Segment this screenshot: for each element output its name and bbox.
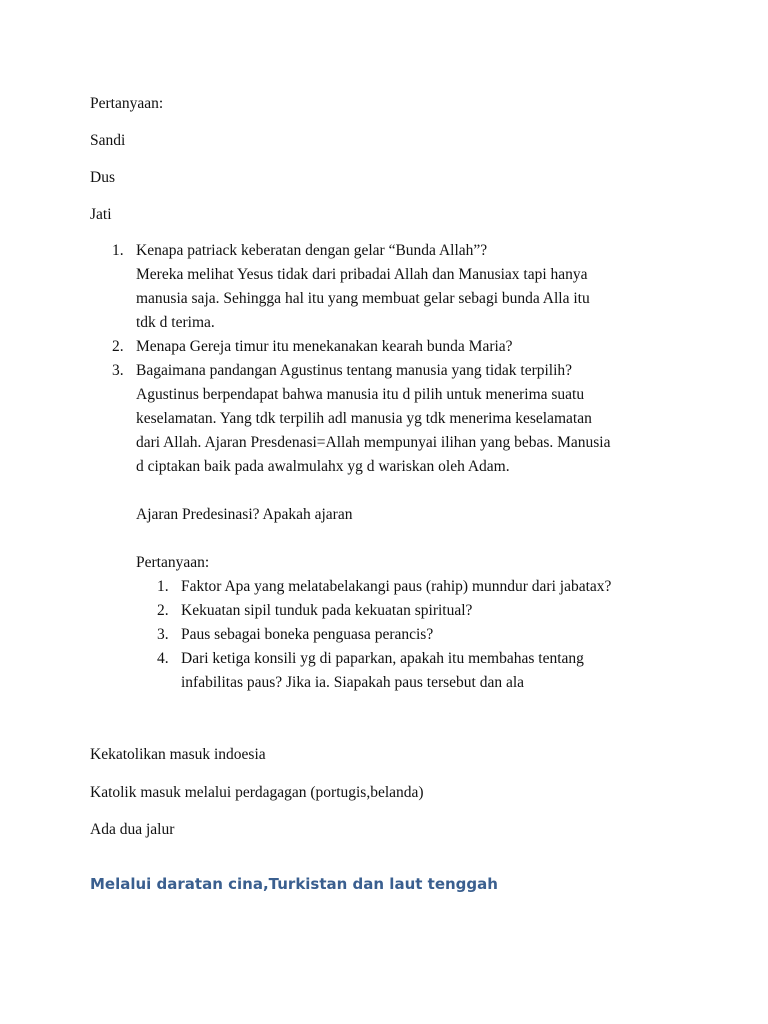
sub-item-number: 3. — [157, 626, 169, 643]
header-label: Pertanyaan: — [90, 95, 164, 112]
sub-item-number: 1. — [157, 578, 169, 595]
question-text: Kenapa patriack keberatan dengan gelar “Bunda Allah”? — [136, 242, 488, 259]
closing-line: Kekatolikan masuk indoesia — [90, 746, 266, 763]
question-text: Bagaimana pandangan Agustinus tentang manusia yang tidak terpilih? — [136, 362, 573, 379]
question-number: 2. — [112, 338, 124, 355]
name-sandi: Sandi — [90, 132, 126, 149]
sub-item-text: Faktor Apa yang melatabelakangi paus (rahip) munndur dari jabatax? — [181, 578, 612, 595]
sub-item-text: Dari ketiga konsili yg di paparkan, apakah itu membahas tentang — [181, 650, 584, 667]
sub-item-number: 4. — [157, 650, 169, 667]
answer-line: tdk d terima. — [136, 314, 215, 331]
predestination-note: Ajaran Predesinasi? Apakah ajaran — [136, 506, 353, 523]
answer-line: manusia saja. Sehingga hal itu yang membuat gelar sebagi bunda Alla itu — [136, 290, 590, 307]
answer-line: dari Allah. Ajaran Presdenasi=Allah mempunyai ilihan yang bebas. Manusia — [136, 434, 611, 451]
sub-item-number: 2. — [157, 602, 169, 619]
answer-line: Agustinus berpendapat bahwa manusia itu d pilih untuk menerima suatu — [136, 386, 585, 403]
section-heading: Melalui daratan cina,Turkistan dan laut tenggah — [90, 875, 498, 893]
answer-line: d ciptakan baik pada awalmulahx yg d wariskan oleh Adam. — [136, 458, 510, 475]
answer-line: Mereka melihat Yesus tidak dari pribadai Allah dan Manusiax tapi hanya — [136, 266, 588, 283]
closing-line: Katolik masuk melalui perdagagan (portugis,belanda) — [90, 784, 424, 801]
closing-line: Ada dua jalur — [90, 821, 175, 838]
sub-section-label: Pertanyaan: — [136, 554, 210, 571]
question-number: 3. — [112, 362, 124, 379]
question-text: Menapa Gereja timur itu menekanakan kearah bunda Maria? — [136, 338, 513, 355]
sub-item-text: Kekuatan sipil tunduk pada kekuatan spiritual? — [181, 602, 473, 619]
name-dus: Dus — [90, 169, 115, 186]
name-jati: Jati — [90, 206, 112, 223]
answer-line: keselamatan. Yang tdk terpilih adl manusia yg tdk menerima keselamatan — [136, 410, 592, 427]
sub-item-text: infabilitas paus? Jika ia. Siapakah paus tersebut dan ala — [181, 674, 525, 691]
sub-item-text: Paus sebagai boneka penguasa perancis? — [181, 626, 434, 643]
question-number: 1. — [112, 242, 124, 259]
